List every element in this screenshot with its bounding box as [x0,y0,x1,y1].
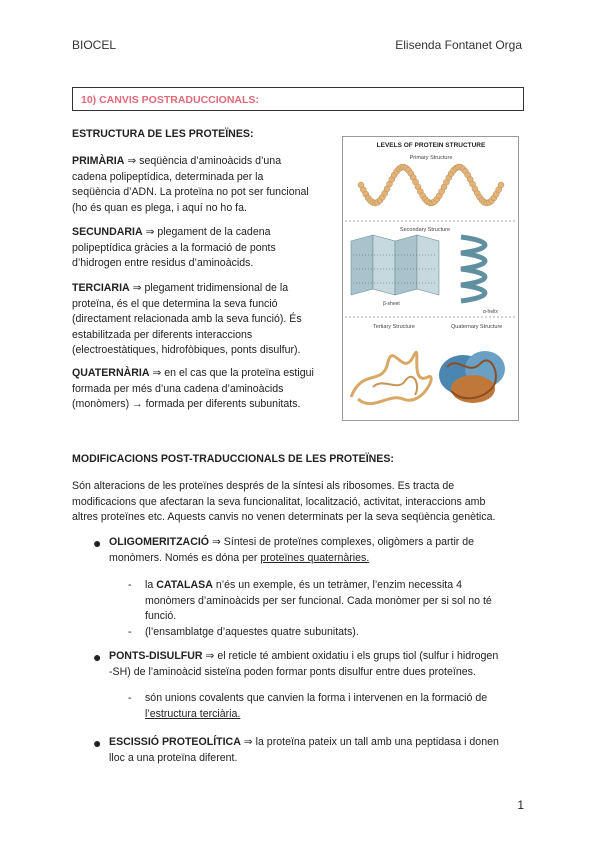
beta-sheet-drawing [351,235,439,295]
dash-icon: - [128,692,132,704]
amino-acid-bead [498,182,504,188]
primaria-line: (ho és quan es plega, i aquí no ho fa. [72,201,247,214]
header-author: Elisenda Fontanet Orga [395,38,522,52]
terciaria-line: ⇒ plegament tridimensional de la [129,282,289,294]
secundaria-line: polipeptídica gràcies a la formació de ponts [72,241,276,254]
alpha-helix-drawing [461,237,485,301]
quaternaria-paragraph [72,366,342,413]
quaternaria-line: formada per més d’una cadena d’aminoàcids [72,382,284,395]
terciaria-line: estabilitzada per diferents interaccions [72,328,253,341]
intro-line: Són alteracions de les proteïnes després de la síntesi als ribosomes. Es tracta de [72,480,455,492]
protein-structure-illustration [343,137,518,420]
catalasa-text: la [145,579,157,591]
dash-icon: - [128,626,132,638]
protein-structure-figure [342,136,519,421]
terciaria-term: TERCIARIA [72,282,130,294]
figure-title: LEVELS OF PROTEIN STRUCTURE [376,142,486,149]
secundaria-line: ⇒ plegament de la cadena [142,226,271,238]
dash-icon: - [128,579,132,591]
secundaria-term: SECUNDARIA [72,226,143,238]
catalasa-term: CATALASA [156,579,213,591]
bullet-icon: ● [93,535,102,551]
intro-line: altres proteïnes etc. Aquests canvis no venen determinats per la seva seqüència genètica. [72,511,496,524]
terciaria-line: (electroestàtiques, hidrofòbiques, ponts disulfur). [72,344,301,357]
secundaria-line: d’hidrogen entre residus d’aminoàcids. [72,257,254,270]
ponts-disulfur-item [109,649,539,680]
tertiary-structure-drawing [351,352,431,403]
beta-sheet-label: β-sheet [383,301,400,307]
escissio-item [109,735,539,766]
secondary-structure-label: Secondary Structure [399,227,451,233]
terciaria-line: (directament relacionada amb la seva funció). És [72,313,302,326]
tertiary-structure-link-text: l’estructura terciària. [145,707,241,720]
structure-heading: ESTRUCTURA DE LES PROTEÏNES: [72,128,254,140]
ponts-disulfur-text: ⇒ el reticle té ambient oxidatiu i els grups tiol (sulfur i hidrogen [202,650,499,662]
terciaria-line: proteïna, és el que determina la seva funció [72,297,278,310]
primary-bead-chain [358,164,504,206]
quaternaria-line: (monòmers) → formada per diferents subunitats. [72,398,301,411]
catalasa-text: funció. [145,610,177,623]
terciaria-paragraph [72,281,342,359]
ponts-disulfur-term: PONTS-DISULFUR [109,650,203,662]
header-subject: BIOCEL [72,38,117,52]
ensamblatge-subitem: (l’ensamblatge d’aquestes quatre subunitats). [145,626,359,638]
primaria-paragraph [72,154,342,216]
quaternary-structure-label: Quaternary Structure [451,324,503,330]
intro-line: modificacions que afectaran la seva funcionalitat, localització, activitat, interaccions amb [72,495,486,508]
catalasa-text: n’és un exemple, és un tetràmer, l’enzim necessita 4 [212,579,462,591]
secundaria-paragraph [72,225,342,272]
oligomeritzacio-text: monòmers. Només es dóna per [109,551,261,564]
alpha-helix-label: α-helix [483,309,498,315]
escissio-text: ⇒ la proteïna pateix un tall amb una peptidasa i donen [240,736,499,748]
modifications-heading: MODIFICACIONS POST-TRADUCCIONALS DE LES PROTEÏNES: [72,453,394,465]
oligomeritzacio-text: ⇒ Síntesi de proteïnes complexes, oligòmers a partir de [209,536,475,548]
escissio-text: lloc a una proteïna diferent. [109,751,238,764]
bullet-icon: ● [93,649,102,665]
ponts-disulfur-subitem [145,691,535,722]
oligomeritzacio-term: OLIGOMERITZACIÓ [109,536,210,548]
primary-structure-label: Primary Structure [409,155,453,161]
escissio-term: ESCISSIÓ PROTEOLÍTICA [109,736,241,748]
bullet-icon: ● [93,735,102,751]
section-title-box [72,87,524,111]
tertiary-structure-label: Tertiary Structure [373,324,415,330]
section-title: 10) CANVIS POSTRADUCCIONALS: [81,94,259,106]
primaria-line: seqüència d’ADN. La proteïna no pot ser funcional [72,186,309,199]
quaternary-proteins-link-text: proteïnes quaternàries. [260,551,370,564]
ponts-disulfur-text: -SH) de l’aminoàcid sisteïna poden formar ponts disulfur entre dues proteïnes. [109,665,476,678]
ponts-disulfur-subtext: són unions covalents que canvien la forma i intervenen en la formació de [145,692,488,704]
primaria-term: PRIMÀRIA [72,155,125,167]
oligomeritzacio-item [109,535,539,566]
page-number: 1 [517,798,524,812]
quaternaria-term: QUATERNÀRIA [72,367,150,379]
primaria-line: cadena polipeptídica, determinada per la [72,170,264,183]
quaternary-structure-drawing [439,351,505,403]
primaria-line: ⇒ seqüència d’aminoàcids d’una [124,155,282,167]
catalasa-text: monòmers d’aminoàcids per ser funcional. Cada monòmer per si sol no té [145,594,492,607]
catalasa-subitem [145,578,535,625]
modifications-intro [72,479,532,526]
quaternaria-line: ⇒ en el cas que la proteïna estigui [149,367,314,379]
